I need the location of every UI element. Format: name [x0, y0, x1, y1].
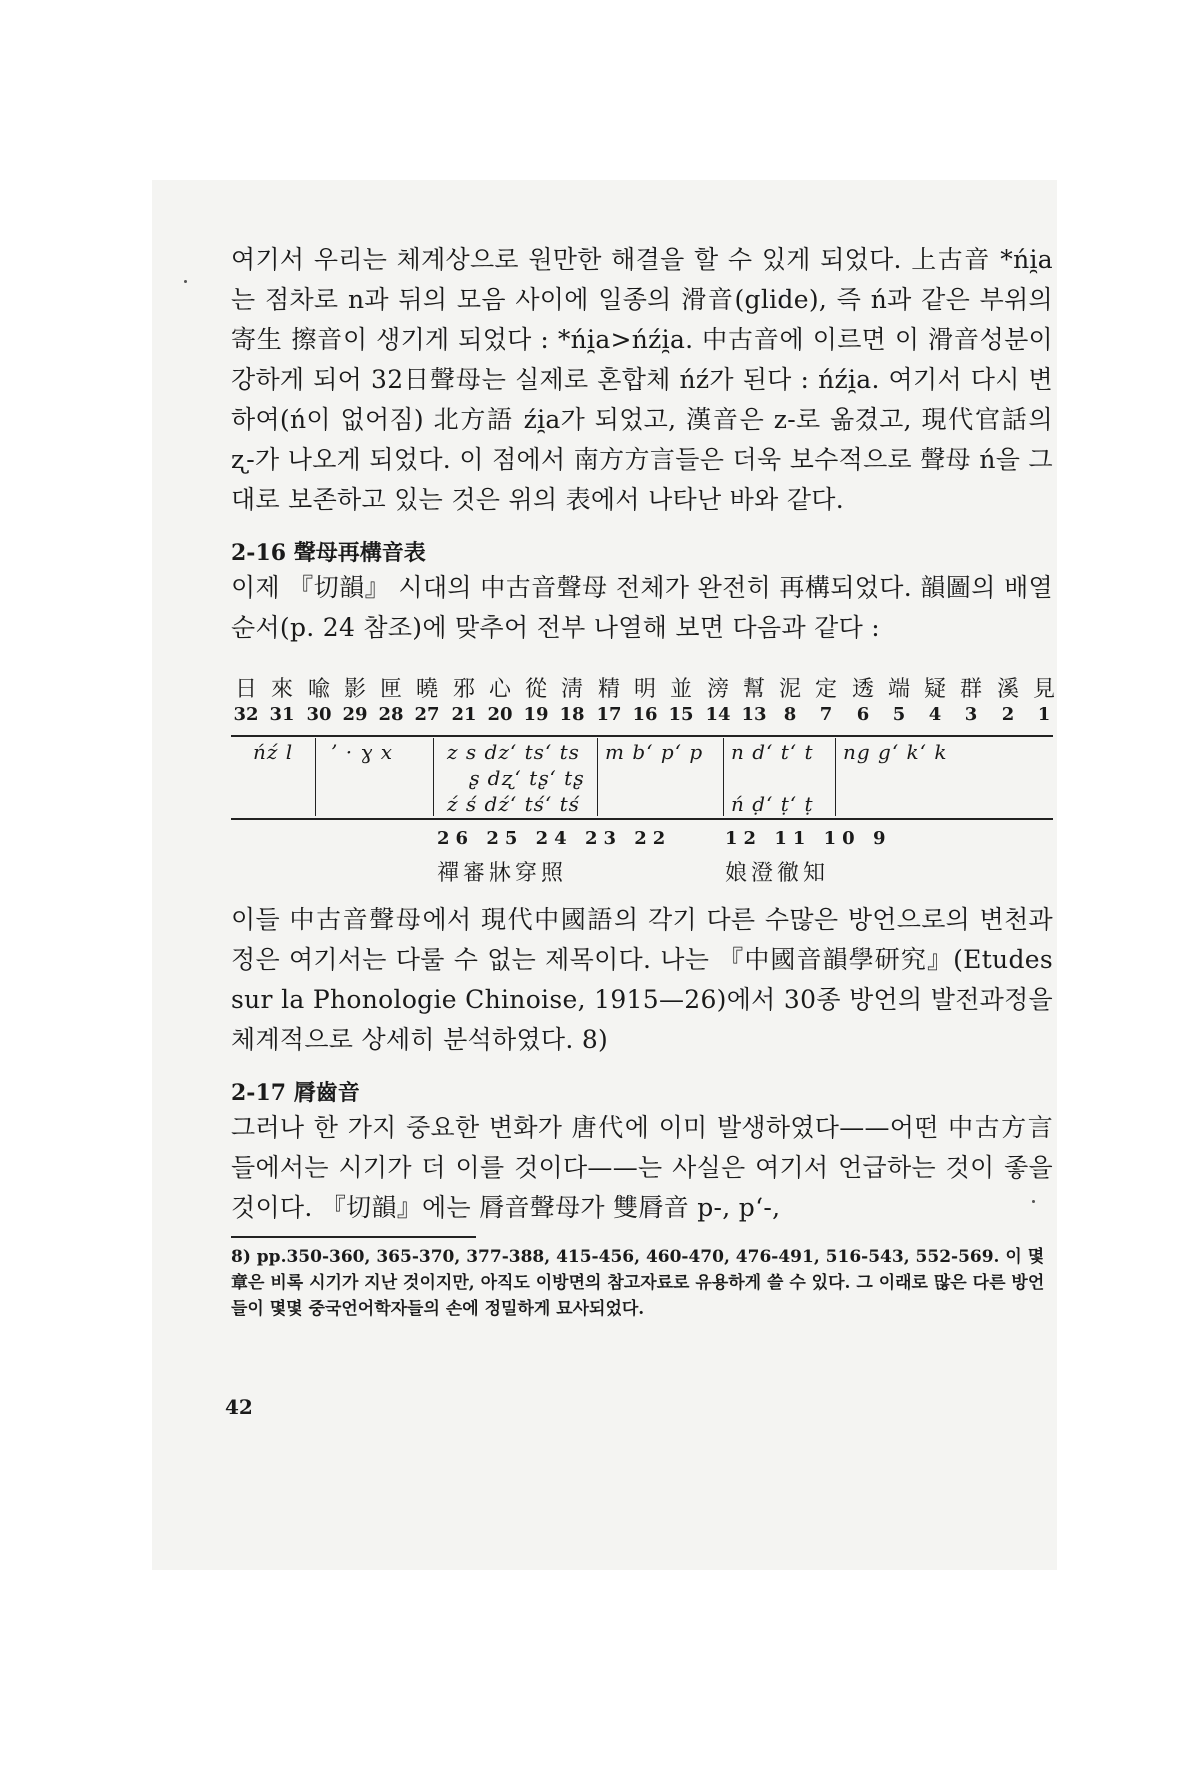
initial-number: 5: [892, 704, 906, 725]
sub-hanja-left: 禪審牀穿照: [437, 861, 568, 886]
symbols-group-1: ńź l: [253, 740, 294, 764]
initial-hanja: 精: [597, 677, 620, 702]
initial-hanja: 透: [851, 677, 874, 702]
section-heading-2-16: 2-16 聲母再構音表: [231, 540, 426, 566]
initial-number: 19: [523, 704, 549, 725]
column-separator: [597, 738, 598, 816]
symbols-group-4: m b‘ p‘ p: [605, 740, 704, 764]
table-symbol-row-2: [231, 766, 1053, 792]
initial-hanja: 溪: [996, 677, 1019, 702]
symbols-group-3: z s dz‘ ts‘ ts: [447, 740, 580, 764]
initial-number: 18: [559, 704, 585, 725]
symbols-group-2: ’ · ɣ x: [331, 740, 394, 764]
initial-hanja: 喩: [307, 677, 330, 702]
footnote-8: 8) pp.350-360, 365-370, 377-388, 415-456, 460-470, 476-491, 516-543, 552-569. 이 몇 章은 비록 시기가 지난 것이지만, 아직도 이방면의 참고자료로 유용하게 쓸 수 있다. 그 이래로 많은 다른 방언들이 몇몇 중국언어학자들의 손에 정밀하게 묘사되었다.: [231, 1247, 1045, 1319]
section-heading-2-17: 2-17 脣齒音: [231, 1080, 360, 1106]
initial-number: 13: [741, 704, 767, 725]
initial-hanja: 滂: [706, 677, 729, 702]
sub-numbers-right: 12 11 10 9: [725, 828, 892, 849]
sub-numbers-left: 26 25 24 23 22: [437, 828, 672, 849]
initial-hanja: 泥: [778, 677, 801, 702]
initial-hanja: 見: [1032, 677, 1055, 702]
initial-number: 6: [856, 704, 870, 725]
initial-hanja: 疑: [923, 677, 946, 702]
initial-hanja: 淸: [560, 677, 583, 702]
speck: [184, 280, 187, 283]
initial-number: 16: [632, 704, 658, 725]
initial-hanja: 來: [270, 677, 293, 702]
initial-number: 20: [487, 704, 513, 725]
initial-number: 8: [783, 704, 797, 725]
sub-hanja-right: 娘澄徹知: [725, 861, 830, 886]
symbols-row2-group-3: ʂ dʐ‘ tʂ‘ tʂ: [469, 766, 585, 790]
initial-hanja: 曉: [415, 677, 438, 702]
initial-hanja: 從: [524, 677, 547, 702]
table-symbol-row-3: [231, 792, 1053, 818]
table-symbol-row-1: [231, 740, 1053, 766]
initial-number: 31: [269, 704, 295, 725]
initial-number: 29: [342, 704, 368, 725]
initial-number: 4: [928, 704, 942, 725]
initial-number: 1: [1037, 704, 1051, 725]
column-separator: [723, 738, 724, 816]
table-hanja-row: [231, 672, 1053, 702]
initial-number: 7: [819, 704, 833, 725]
initials-table: [231, 672, 1055, 886]
symbols-row3-group-3: ź ś dź‘ tś‘ tś: [447, 792, 580, 816]
column-separator: [315, 738, 316, 816]
paragraph-2-16: 이제 『切韻』 시대의 中古音聲母 전체가 완전히 再構되었다. 韻圖의 배열순서(p. 24 참조)에 맞추어 전부 나열해 보면 다음과 같다 :: [231, 573, 1053, 642]
initial-hanja: 日: [234, 677, 257, 702]
symbols-group-6: ng g‘ k‘ k: [843, 740, 948, 764]
initial-hanja: 群: [959, 677, 982, 702]
initial-number: 3: [964, 704, 978, 725]
initial-number: 2: [1001, 704, 1015, 725]
initial-number: 17: [596, 704, 622, 725]
paragraph-after-table: 이들 中古音聲母에서 現代中國語의 각기 다른 수많은 방언으로의 변천과정은 여기서는 다룰 수 없는 제목이다. 나는 『中國音韻學研究』(Etudes sur la Phonologie Chinoise, 1915—26)에서 30종 방언의 발전과정을 체계적으로 상세히 분석하였다. 8): [231, 905, 1053, 1054]
table-bottom-rule: [231, 818, 1053, 820]
initial-number: 28: [378, 704, 404, 725]
initial-number: 15: [668, 704, 694, 725]
symbols-row3-group-5: ń ḍ‘ ṭ‘ ṭ: [731, 792, 814, 816]
initial-hanja: 並: [669, 677, 692, 702]
initial-hanja: 明: [633, 677, 656, 702]
initial-number: 30: [306, 704, 332, 725]
initial-number: 21: [451, 704, 477, 725]
book-page: [152, 180, 1057, 1570]
initial-hanja: 端: [887, 677, 910, 702]
page-content: [231, 240, 1053, 1322]
table-number-row: [231, 704, 1053, 734]
symbols-group-5: n d‘ t‘ t: [731, 740, 814, 764]
footnote-rule: [231, 1236, 476, 1238]
initial-number: 14: [705, 704, 731, 725]
initial-hanja: 影: [343, 677, 366, 702]
initial-hanja: 心: [488, 677, 511, 702]
initial-hanja: 幫: [742, 677, 765, 702]
initial-number: 27: [414, 704, 440, 725]
initial-hanja: 匣: [379, 677, 402, 702]
table-top-rule: [231, 735, 1053, 737]
paragraph-2-17: 그러나 한 가지 중요한 변화가 唐代에 이미 발생하였다——어떤 中古方言들에서는 시기가 더 이를 것이다——는 사실은 여기서 언급하는 것이 좋을 것이다. 『切韻』에는 脣音聲母가 雙脣音 p-, p‘-,: [231, 1113, 1053, 1222]
paragraph-1: 여기서 우리는 체계상으로 원만한 해결을 할 수 있게 되었다. 上古音 *ńi̯a는 점차로 n과 뒤의 모음 사이에 일종의 滑音(glide), 즉 ń과 같은 부위의 寄生 擦音이 생기게 되었다 : *ńi̯a>ńźi̯a. 中古音에 이르면 이 滑音성분이 강하게 되어 32日聲母는 실제로 혼합체 ńź가 된다 : ńźi̯a. 여기서 다시 변하여(ń이 없어짐) 北方語 źi̯a가 되었고, 漢音은 z-로 옮겼고, 現代官話의 ʐ-가 나오게 되었다. 이 점에서 南方方言들은 더욱 보수적으로 聲母 ń을 그대로 보존하고 있는 것은 위의 表에서 나타난 바와 같다.: [231, 245, 1053, 514]
initial-hanja: 定: [814, 677, 837, 702]
initial-hanja: 邪: [452, 677, 475, 702]
column-separator: [835, 738, 836, 816]
column-separator: [433, 738, 434, 816]
page-number: 42: [225, 1395, 253, 1419]
initial-number: 32: [233, 704, 259, 725]
